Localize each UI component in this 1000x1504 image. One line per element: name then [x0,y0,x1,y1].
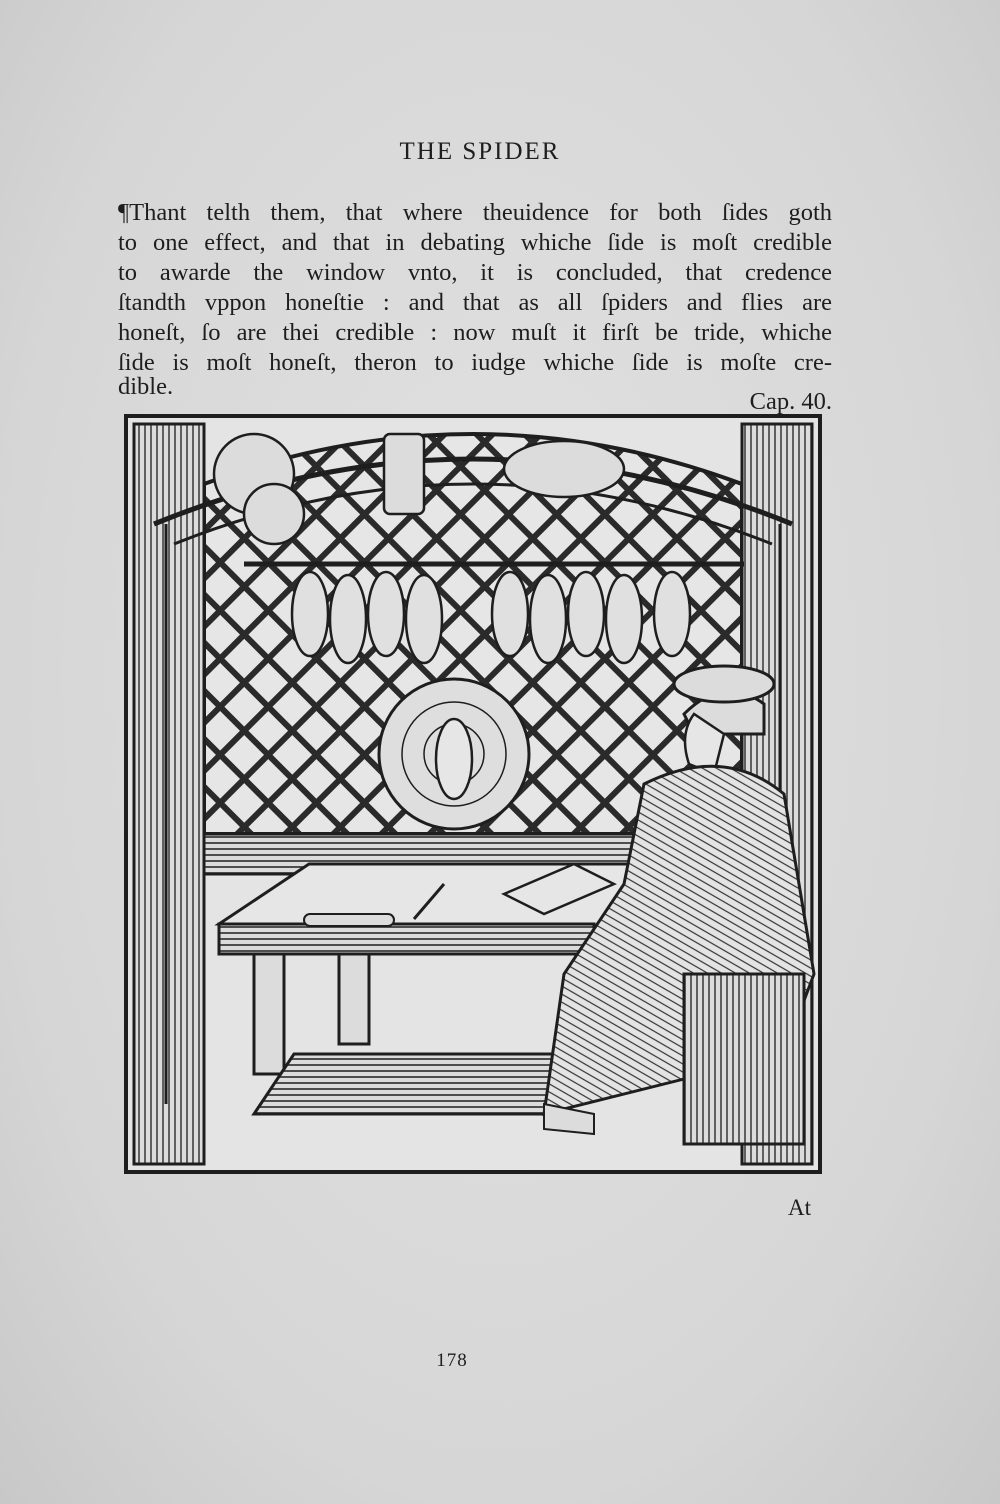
text-line: dible. [118,373,174,400]
woodcut-image [124,414,822,1174]
text-line: to one effect, and that in debating whiche ſide is moſt credible [118,229,832,256]
running-head: THE SPIDER [399,138,561,165]
text-line: to awarde the window vnto, it is concluded, that credence [118,259,832,286]
last-line-row [118,373,832,415]
body-paragraph [118,198,832,415]
text-line: ſtandth vppon honeſtie : and that as all ſpiders and flies are [118,289,832,316]
text-line: ¶Thant telth them, that where theuidence for both ſides goth [118,199,832,226]
woodcut-illustration [124,414,822,1174]
text-line: ſide is moſt honeſt, theron to iudge whiche ſide is moſte cre- [118,349,832,376]
catchword: At [788,1195,811,1220]
chapter-reference: Cap. 40. [749,388,832,415]
text-line: honeſt, ſo are thei credible : now muſt it firſt be tride, whiche [118,319,832,346]
page-number: 178 [436,1350,468,1371]
